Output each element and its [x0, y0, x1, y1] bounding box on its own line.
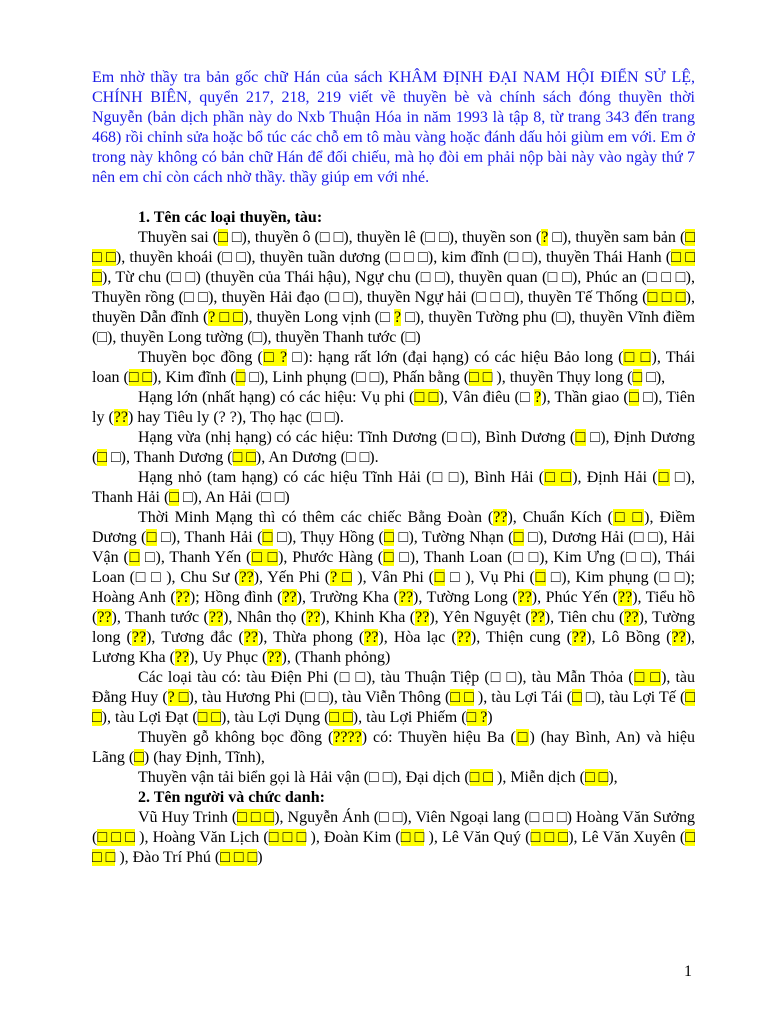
highlighted-text: ?? — [243, 629, 259, 646]
highlighted-text: □ □ — [329, 709, 353, 726]
highlighted-text: □ — [169, 489, 179, 506]
highlighted-text: □ □ □ — [220, 849, 258, 866]
text-run: ), Lê Văn Xuyên ( — [568, 829, 686, 846]
text-run: ), Điềm Dương ( — [92, 509, 696, 546]
text-run: ), Từ chu (□ □) (thuyền của Thái hậu), Ngự chu (□ □), thuyền quan (□ □), Phúc an (□ □ □), Thuyền rồng (□ □), thuyền Hải đạo (□ □), thuyền Ngự hải (□ □ □), thuyền Tế Thống ( — [92, 269, 695, 306]
text-run: ), Lô Bồng ( — [586, 629, 672, 646]
highlighted-text: ?? — [671, 629, 686, 646]
text-run: □), Thanh Hải ( — [92, 469, 696, 506]
text-run: Hạng vừa (nhị hạng) có các hiệu: Tĩnh Dương (□ □), Bình Dương ( — [138, 429, 576, 446]
text-run: ), Tường Long ( — [413, 589, 518, 606]
highlighted-text: ?? — [239, 569, 254, 586]
text-run: Hạng nhỏ (tam hạng) có các hiệu Tĩnh Hải (□ □), Bình Hải ( — [138, 469, 545, 486]
highlighted-text: □ □ — [584, 769, 609, 786]
text-run: □), Linh phụng (□ □), Phấn bằng ( — [245, 369, 470, 386]
highlighted-text: □ □ — [92, 689, 695, 726]
highlighted-text: □ □ — [633, 669, 662, 686]
highlighted-text: □ □ □ — [97, 829, 136, 846]
text-run: ), thuyền Dẫn đĩnh ( — [92, 289, 695, 326]
highlighted-text: □ — [513, 529, 524, 546]
highlighted-text: □ — [657, 469, 670, 486]
text-run: ), Trường Kha ( — [296, 589, 399, 606]
body-paragraph — [92, 728, 695, 768]
highlighted-text: ?? — [364, 629, 379, 646]
highlighted-text: □ ? — [466, 709, 488, 726]
text-run: □), tàu Lợi Tế ( — [581, 689, 686, 706]
text-run: ), Định Hải ( — [572, 469, 658, 486]
highlighted-text: ?? — [618, 589, 633, 606]
highlighted-text: □ — [97, 449, 107, 466]
text-run: ), Hoàng Văn Lịch ( — [135, 829, 269, 846]
text-run: □): hạng rất lớn (đại hạng) có các hiệu Bảo long ( — [287, 349, 624, 366]
text-run: ), Uy Phục ( — [189, 649, 268, 666]
text-run: ), Thừa phong ( — [258, 629, 365, 646]
body-paragraph — [92, 508, 695, 668]
highlighted-text: □ □ □ — [237, 809, 275, 826]
highlighted-text: ? — [534, 389, 542, 406]
text-run: ), tàu Lợi Tái ( — [473, 689, 573, 706]
text-run: ), Yến Phi ( — [253, 569, 331, 586]
document-page — [92, 68, 695, 868]
highlighted-text: ?? — [267, 649, 282, 666]
highlighted-text: ?? — [415, 609, 430, 626]
body-paragraph — [92, 808, 695, 868]
text-run: ), An Dương (□ □). — [255, 449, 379, 466]
text-run: ), thuyền khoái (□ □), thuyền tuần dương (□ □ □), kim đĩnh (□ □), thuyền Thái Hanh ( — [115, 249, 672, 266]
highlighted-text: □ □ — [400, 829, 425, 846]
highlighted-text: □ — [262, 529, 273, 546]
text-run: □), Định Dương ( — [92, 429, 696, 466]
highlighted-text: □ — [515, 729, 530, 746]
text-run: ) có: Thuyền hiệu Ba ( — [361, 729, 516, 746]
text-run: ), Thái loan ( — [92, 349, 696, 386]
highlighted-text: ?? — [306, 609, 321, 626]
text-run: ), Phước Hàng ( — [278, 549, 384, 566]
text-run: ), Tiểu hồ ( — [92, 589, 696, 626]
highlighted-text: □ □ □ — [92, 229, 695, 266]
highlighted-text: ?? — [530, 609, 545, 626]
body-paragraph — [92, 768, 695, 788]
highlighted-text: □ □ — [197, 709, 221, 726]
text-run: □), Tiên ly ( — [92, 389, 696, 426]
text-run: ), tàu Đằng Huy ( — [92, 669, 696, 706]
text-run: □), Thanh Hải ( — [156, 529, 263, 546]
text-run: □), thuyền ô (□ □), thuyền lê (□ □), thuyền son ( — [227, 229, 542, 246]
text-run: □), Tường Nhạn ( — [394, 529, 514, 546]
highlighted-text: □ — [628, 389, 639, 406]
highlighted-text: □ □ — [251, 549, 279, 566]
intro-paragraph: Em nhờ thầy tra bản gốc chữ Hán của sách KHÂM ĐỊNH ĐẠI NAM HỘI ĐIỂN SỬ LỆ, CHÍNH BIÊN, quyển 217, 218, 219 viết về thuyền bè và chính sách đóng thuyền thời Nguyễn (bản dịch phần này do Nxb Thuận Hóa in năm 1993 là tập 8, từ trang 343 đến trang 468) rồi chỉnh sửa hoặc bổ túc các chỗ em tô màu vàng hoặc đánh dấu hỏi giùm em với. Em ở trong này không có bản chữ Hán để đối chiếu, mà họ đòi em phải nộp bài này vào ngày thứ 7 nên em chỉ còn cách nhờ thầy. thầy giúp em với nhé. — [92, 69, 695, 186]
highlighted-text: □ — [128, 549, 141, 566]
text-run: ), tàu Hương Phi (□ □), tàu Viễn Thông ( — [188, 689, 451, 706]
highlighted-text: □ — [134, 749, 144, 766]
highlighted-text: □ □ — [450, 689, 474, 706]
body-paragraph — [92, 668, 695, 728]
highlighted-text: □ □ — [232, 449, 256, 466]
text-run: ), Miễn dịch ( — [493, 769, 585, 786]
text-run: ), Tương đắc ( — [146, 629, 244, 646]
text-run: ), Chuẩn Kích ( — [507, 509, 613, 526]
text-run: Các loại tàu có: tàu Điện Phi (□ □), tàu Thuận Tiệp (□ □), tàu Mẫn Thỏa ( — [138, 669, 634, 686]
text-run: ), Vân Phi ( — [352, 569, 434, 586]
text-run: Thời Minh Mạng thì có thêm các chiếc Bằng Đoàn ( — [138, 509, 494, 526]
text-run: □), Thanh Yến ( — [140, 549, 252, 566]
body-paragraph — [92, 428, 695, 468]
highlighted-text: ?? — [571, 629, 587, 646]
highlighted-text: □ □ □ — [92, 829, 696, 866]
text-run: ), Vân điêu (□ — [438, 389, 535, 406]
highlighted-text: □ □ — [128, 369, 153, 386]
highlighted-text: □ — [383, 529, 395, 546]
highlighted-text: □ □ □ — [647, 289, 686, 306]
text-run: Thuyền sai ( — [138, 229, 219, 246]
text-run: □), Kim phụng (□ □); Hoàng Anh ( — [92, 569, 695, 606]
text-run: □ ), Vụ Phi ( — [445, 569, 535, 586]
highlighted-text: ???? — [333, 729, 362, 746]
text-run: ), Thiện cung ( — [470, 629, 572, 646]
highlighted-text: □ — [534, 569, 547, 586]
text-run: Thuyền vận tải biển gọi là Hải vận (□ □), Đại dịch ( — [138, 769, 470, 786]
text-run: ), Khinh Kha ( — [320, 609, 416, 626]
highlighted-text: ?? — [624, 609, 639, 626]
body-paragraph — [92, 348, 695, 388]
highlighted-text: □ □ □ — [92, 249, 695, 286]
text-run: □), — [642, 369, 666, 386]
text-run: Thuyền bọc đồng ( — [138, 349, 263, 366]
text-run: □), An Hải (□ □) — [178, 489, 290, 506]
text-run: ), tàu Lợi Phiếm ( — [352, 709, 467, 726]
text-run: ); Hồng đình ( — [189, 589, 283, 606]
text-run: Vũ Huy Trinh ( — [138, 809, 238, 826]
text-run: ), thuyền Long vịnh (□ — [243, 309, 394, 326]
page-number: 1 — [684, 963, 692, 980]
highlighted-text: ? □ □ — [208, 309, 244, 326]
highlighted-text: ?? — [174, 649, 190, 666]
text-run: ), Nguyễn Ánh (□ □), Viên Ngoại lang (□ □ □) Hoàng Văn Sưởng ( — [92, 809, 696, 846]
highlighted-text: ?? — [398, 589, 414, 606]
text-run: ), Thần giao ( — [541, 389, 629, 406]
text-run: ), thuyền Thụy long ( — [492, 369, 633, 386]
highlighted-text: ? □ — [167, 689, 189, 706]
highlighted-text: ?? — [131, 629, 147, 646]
highlighted-text: ?? — [493, 509, 508, 526]
text-run: ), Thanh tước ( — [111, 609, 209, 626]
highlighted-text: □ — [572, 689, 582, 706]
highlighted-text: □ □ — [623, 349, 652, 366]
text-run: ) — [487, 709, 493, 726]
highlighted-text: ?? — [517, 589, 532, 606]
highlighted-text: □ — [383, 549, 395, 566]
highlighted-text: ?? — [282, 589, 297, 606]
text-run: □), Thanh Loan (□ □), Kim Ưng (□ □), Thái Loan (□ □ ), Chu Sư ( — [92, 549, 696, 586]
highlighted-text: □ □ — [469, 769, 493, 786]
text-run: □), Thanh Dương ( — [107, 449, 233, 466]
highlighted-text: ? — [393, 309, 402, 326]
section-1-heading: 1. Tên các loại thuyền, tàu: — [138, 209, 323, 226]
text-run: ) — [257, 849, 263, 866]
text-run: ), Nhân thọ ( — [223, 609, 307, 626]
text-run: ), Phúc Yến ( — [531, 589, 619, 606]
section-1-body — [92, 228, 695, 788]
text-run: Thuyền gỗ không bọc đồng ( — [138, 729, 334, 746]
text-run: ) (hay Bình, An) và hiệu Lãng ( — [92, 729, 695, 766]
highlighted-text: ?? — [208, 609, 224, 626]
highlighted-text: □ — [632, 369, 643, 386]
body-paragraph — [92, 228, 695, 348]
text-run: □), thuyền Tường phu (□), thuyền Vĩnh điềm (□), thuyền Long tường (□), thuyền Thanh tước (□) — [92, 309, 695, 346]
highlighted-text: ?? — [97, 609, 112, 626]
highlighted-text: □ ? — [262, 349, 288, 366]
highlighted-text: ? — [541, 229, 549, 246]
highlighted-text: ?? — [456, 629, 471, 646]
text-run: ), Yên Nguyệt ( — [429, 609, 531, 626]
section-2-body — [92, 808, 695, 868]
text-run: ), tàu Lợi Đạt ( — [101, 709, 198, 726]
highlighted-text: ?? — [175, 589, 190, 606]
highlighted-text: ?? — [113, 409, 128, 426]
text-run: ) hay Tiêu ly (? ?), Thọ hạc (□ □). — [127, 409, 344, 426]
highlighted-text: □ — [218, 229, 228, 246]
text-run: ), tàu Lợi Dụng ( — [220, 709, 330, 726]
highlighted-text: □ □ — [469, 369, 493, 386]
text-run: ), Hòa lạc ( — [378, 629, 457, 646]
text-run: □), Thụy Hồng ( — [272, 529, 384, 546]
highlighted-text: □ □ □ — [530, 829, 569, 846]
text-run: ), Tường long ( — [92, 609, 696, 646]
text-run: ), Lê Văn Quý ( — [424, 829, 531, 846]
text-run: □), Dương Hải (□ □), Hải Vận ( — [92, 529, 696, 566]
text-run: Hạng lớn (nhất hạng) có các hiệu: Vụ phi ( — [138, 389, 415, 406]
text-run: ), — [608, 769, 618, 786]
highlighted-text: □ □ — [612, 509, 645, 526]
text-run: ) (hay Định, Tĩnh), — [143, 749, 265, 766]
text-run: ), Kim đĩnh ( — [152, 369, 236, 386]
highlighted-text: □ — [575, 429, 586, 446]
text-run: ), Lương Kha ( — [92, 629, 696, 666]
body-paragraph — [92, 388, 695, 428]
highlighted-text: □ — [146, 529, 157, 546]
highlighted-text: □ — [235, 369, 246, 386]
text-run: ), (Thanh phỏng) — [281, 649, 391, 666]
section-2-heading: 2. Tên người và chức danh: — [138, 789, 325, 806]
text-run: □), thuyền sam bản ( — [548, 229, 686, 246]
highlighted-text: □ — [433, 569, 446, 586]
body-paragraph — [92, 468, 695, 508]
highlighted-text: ? □ — [330, 569, 353, 586]
highlighted-text: □ □ — [544, 469, 573, 486]
text-run: ), Đoàn Kim ( — [306, 829, 401, 846]
text-run: ), Đào Trí Phú ( — [115, 849, 221, 866]
highlighted-text: □ □ □ — [268, 829, 307, 846]
highlighted-text: □ □ — [414, 389, 439, 406]
text-run: ), Tiên chu ( — [544, 609, 625, 626]
